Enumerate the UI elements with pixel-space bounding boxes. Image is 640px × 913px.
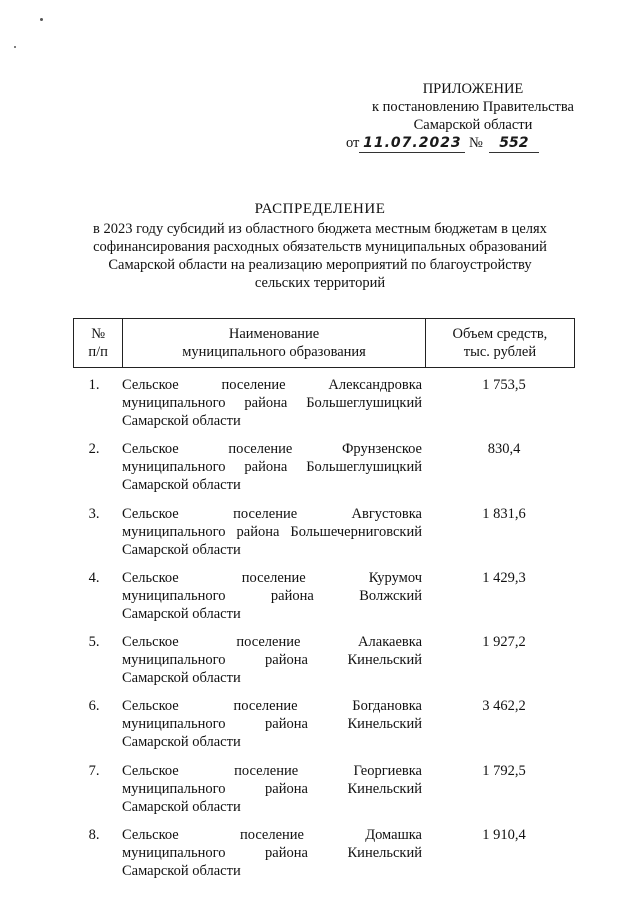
appendix-title: ПРИЛОЖЕНИЕ: [422, 81, 524, 97]
municipality-line-1: Сельское поселение Фрунзенское: [122, 441, 422, 458]
subtitle-line: сельских территорий: [254, 275, 386, 291]
appendix-block: [338, 80, 608, 151]
municipality-line-1: Сельское поселение Алакаевка: [122, 634, 422, 651]
row-municipality: [122, 762, 422, 816]
municipality-line-3: Самарской области: [122, 863, 241, 880]
municipality-line-2: муниципального района Кинельский: [122, 780, 422, 797]
header-amount-line-1: Объем средств,: [452, 326, 548, 342]
row-number: 3.: [88, 505, 100, 522]
number-prefix: №: [469, 135, 483, 151]
row-municipality: [122, 569, 422, 623]
handwritten-date: 11.07.2023: [359, 134, 465, 153]
municipality-line-3: Самарской области: [122, 477, 241, 494]
handwritten-number: 552: [489, 134, 539, 153]
municipality-line-3: Самарской области: [122, 605, 241, 622]
municipality-line-1: Сельское поселение Александровка: [122, 377, 422, 393]
row-number: 2.: [88, 441, 100, 458]
appendix-line-2: Самарской области: [413, 117, 533, 133]
row-number: 4.: [88, 569, 100, 586]
table-row: [73, 436, 575, 500]
row-amount: 1 927,2: [482, 634, 526, 651]
table-row: [73, 629, 575, 693]
header-amount: [425, 319, 574, 368]
subtitle-line: в 2023 году субсидий из областного бюджета местным бюджетам в целях: [93, 221, 547, 237]
subtitle-line: Самарской области на реализацию мероприятий по благоустройству: [108, 257, 532, 273]
row-amount: 3 462,2: [482, 698, 526, 715]
subtitle-line: софинансирования расходных обязательств муниципальных образований: [93, 239, 547, 255]
row-amount: 1 910,4: [482, 827, 526, 844]
row-number: 6.: [88, 698, 100, 715]
municipality-line-2: муниципального района Большеглушицкий: [122, 459, 422, 476]
municipality-line-1: Сельское поселение Георгиевка: [122, 762, 422, 779]
distribution-table-header: [73, 318, 575, 368]
scan-speck: [14, 46, 16, 48]
document-title: РАСПРЕДЕЛЕНИЕ: [254, 201, 386, 217]
row-number: 7.: [88, 762, 100, 779]
municipality-line-3: Самарской области: [122, 670, 241, 687]
row-municipality: [122, 505, 422, 559]
table-row: [73, 693, 575, 757]
municipality-line-3: Самарской области: [122, 541, 241, 558]
appendix-line-1: к постановлению Правительства: [372, 99, 574, 115]
row-number: 1.: [88, 377, 100, 393]
row-amount: 1 429,3: [482, 569, 526, 586]
municipality-line-3: Самарской области: [122, 734, 241, 751]
row-amount: 1 753,5: [482, 377, 526, 393]
municipality-line-2: муниципального района Большечерниговский: [122, 523, 422, 540]
row-municipality: [122, 376, 422, 430]
municipality-line-2: муниципального района Кинельский: [122, 845, 422, 862]
row-amount: 830,4: [487, 441, 521, 458]
row-municipality: [122, 440, 422, 494]
table-body: [73, 372, 575, 886]
table-row: [73, 565, 575, 629]
municipality-line-2: муниципального района Кинельский: [122, 652, 422, 669]
row-municipality: [122, 633, 422, 687]
header-number-line-2: п/п: [88, 344, 108, 360]
municipality-line-1: Сельское поселение Домашка: [122, 827, 422, 844]
row-municipality: [122, 826, 422, 880]
table-header-row: [74, 319, 575, 368]
row-municipality: [122, 697, 422, 751]
document-subtitle: [60, 220, 580, 292]
table-row: [73, 501, 575, 565]
municipality-line-1: Сельское поселение Богдановка: [122, 698, 422, 715]
date-prefix: от: [346, 135, 360, 151]
municipality-line-3: Самарской области: [122, 798, 241, 815]
municipality-line-2: муниципального района Волжский: [122, 587, 422, 604]
header-name-line-2: муниципального образования: [182, 344, 366, 360]
header-amount-line-2: тыс. рублей: [463, 344, 537, 360]
municipality-line-1: Сельское поселение Курумоч: [122, 569, 422, 586]
header-name: [123, 319, 426, 368]
municipality-line-2: муниципального района Большеглушицкий: [122, 395, 422, 411]
scan-speck: [40, 18, 43, 21]
table-row: [73, 372, 575, 436]
row-amount: 1 831,6: [482, 505, 526, 522]
header-number: [74, 319, 123, 368]
municipality-line-1: Сельское поселение Августовка: [122, 505, 422, 522]
row-number: 5.: [88, 634, 100, 651]
municipality-line-2: муниципального района Кинельский: [122, 716, 422, 733]
municipality-line-3: Самарской области: [122, 413, 241, 429]
table-row: [73, 822, 575, 886]
row-amount: 1 792,5: [482, 762, 526, 779]
header-number-line-1: №: [91, 326, 106, 342]
header-name-line-1: Наименование: [228, 326, 320, 342]
table-row: [73, 758, 575, 822]
appendix-date-number: [346, 134, 566, 153]
row-number: 8.: [88, 827, 100, 844]
